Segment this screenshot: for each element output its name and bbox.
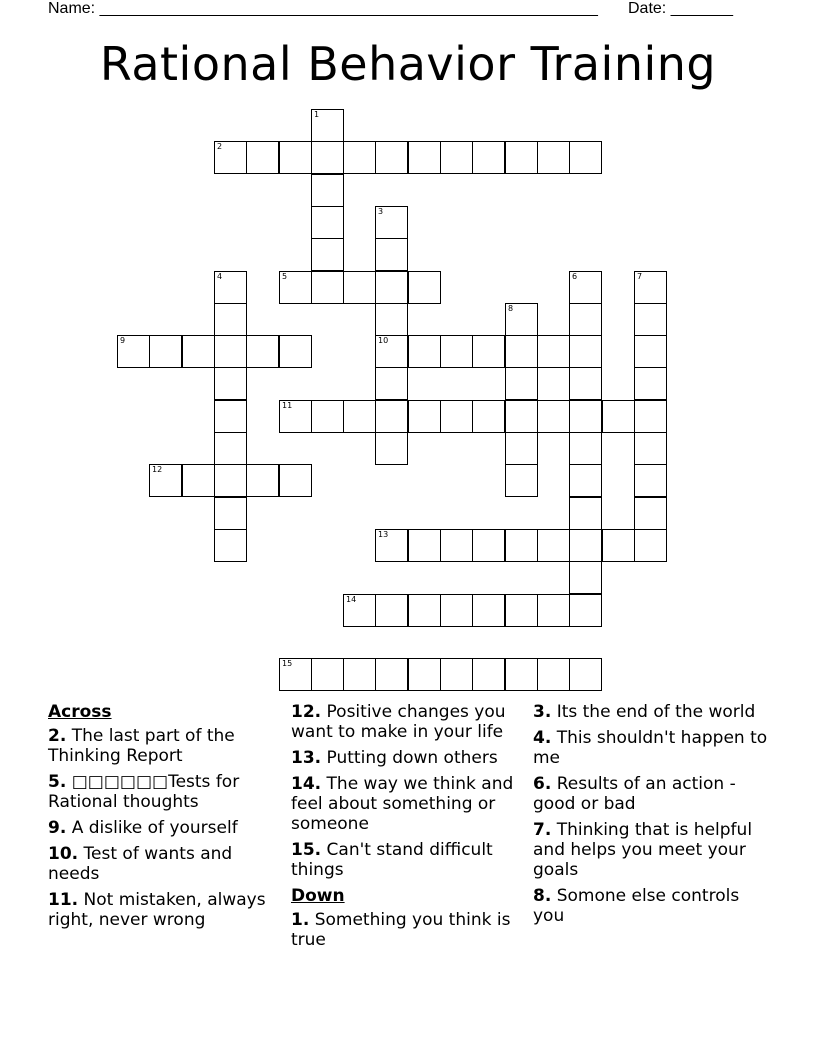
grid-cell[interactable] bbox=[375, 335, 408, 368]
grid-cell[interactable] bbox=[375, 141, 408, 174]
grid-cell[interactable] bbox=[440, 594, 473, 627]
grid-cell[interactable] bbox=[569, 658, 602, 691]
across-clue-11 bbox=[48, 890, 284, 930]
grid-cell[interactable] bbox=[182, 335, 215, 368]
grid-cell[interactable] bbox=[537, 400, 570, 433]
grid-cell[interactable] bbox=[311, 400, 344, 433]
grid-cell[interactable] bbox=[343, 141, 376, 174]
grid-cell[interactable] bbox=[569, 464, 602, 497]
grid-cell[interactable] bbox=[505, 367, 538, 400]
down-clue-7 bbox=[533, 820, 773, 880]
clue-text: Its the end of the world bbox=[556, 702, 756, 722]
clue-number: 6. bbox=[533, 774, 552, 794]
down-heading: Down bbox=[291, 886, 345, 906]
clue-text: □□□□□□Tests for Rational thoughts bbox=[48, 772, 240, 812]
grid-cell[interactable] bbox=[408, 529, 441, 562]
grid-cell[interactable] bbox=[634, 400, 667, 433]
grid-cell[interactable] bbox=[214, 529, 247, 562]
clue-text: The way we think and feel about something or someone bbox=[291, 774, 514, 834]
grid-cell[interactable] bbox=[214, 141, 247, 174]
grid-cell[interactable] bbox=[602, 529, 635, 562]
grid-cell[interactable] bbox=[472, 335, 505, 368]
clue-text: Test of wants and needs bbox=[48, 844, 233, 884]
down-clue-8 bbox=[533, 886, 773, 926]
grid-cell[interactable] bbox=[279, 335, 312, 368]
clue-number: 9. bbox=[48, 818, 67, 838]
grid-cell[interactable] bbox=[408, 658, 441, 691]
grid-cell[interactable] bbox=[634, 529, 667, 562]
grid-cell[interactable] bbox=[375, 271, 408, 304]
cell-number: 6 bbox=[572, 272, 578, 281]
clue-number: 11. bbox=[48, 890, 79, 910]
down-clue-1 bbox=[291, 910, 527, 950]
clue-number: 5. bbox=[48, 772, 67, 792]
grid-cell[interactable] bbox=[311, 109, 344, 142]
grid-cell[interactable] bbox=[634, 432, 667, 465]
grid-cell[interactable] bbox=[214, 271, 247, 304]
grid-cell[interactable] bbox=[505, 658, 538, 691]
across-clue-12 bbox=[291, 702, 527, 742]
grid-cell[interactable] bbox=[408, 594, 441, 627]
grid-cell[interactable] bbox=[569, 303, 602, 336]
grid-cell[interactable] bbox=[246, 141, 279, 174]
grid-cell[interactable] bbox=[149, 464, 182, 497]
clue-text: A dislike of yourself bbox=[71, 818, 238, 838]
clue-text: Something you think is true bbox=[291, 910, 511, 950]
clue-number: 3. bbox=[533, 702, 552, 722]
cell-number: 9 bbox=[120, 336, 126, 345]
grid-cell[interactable] bbox=[375, 303, 408, 336]
grid-cell[interactable] bbox=[343, 594, 376, 627]
cell-number: 3 bbox=[378, 207, 384, 216]
clue-column-3 bbox=[533, 702, 773, 932]
grid-cell[interactable] bbox=[311, 174, 344, 207]
grid-cell[interactable] bbox=[569, 400, 602, 433]
grid-cell[interactable] bbox=[117, 335, 150, 368]
across-clue-10 bbox=[48, 844, 284, 884]
grid-cell[interactable] bbox=[214, 303, 247, 336]
grid-cell[interactable] bbox=[214, 400, 247, 433]
clue-number: 10. bbox=[48, 844, 79, 864]
grid-cell[interactable] bbox=[311, 238, 344, 271]
cell-number: 14 bbox=[346, 595, 357, 604]
grid-cell[interactable] bbox=[537, 529, 570, 562]
grid-cell[interactable] bbox=[569, 141, 602, 174]
clue-text: Positive changes you want to make in your life bbox=[291, 702, 506, 742]
grid-cell[interactable] bbox=[634, 303, 667, 336]
grid-cell[interactable] bbox=[375, 594, 408, 627]
grid-cell[interactable] bbox=[279, 464, 312, 497]
grid-cell[interactable] bbox=[537, 141, 570, 174]
grid-cell[interactable] bbox=[505, 529, 538, 562]
grid-cell[interactable] bbox=[343, 271, 376, 304]
grid-cell[interactable] bbox=[569, 529, 602, 562]
grid-cell[interactable] bbox=[279, 271, 312, 304]
cell-number: 1 bbox=[314, 110, 320, 119]
name-field-label[interactable]: Name: ________________________________________________________ bbox=[48, 0, 598, 17]
grid-cell[interactable] bbox=[375, 367, 408, 400]
clue-text: Somone else controls you bbox=[533, 886, 740, 926]
grid-cell[interactable] bbox=[505, 303, 538, 336]
grid-cell[interactable] bbox=[472, 400, 505, 433]
down-clue-4 bbox=[533, 728, 773, 768]
grid-cell[interactable] bbox=[472, 141, 505, 174]
grid-cell[interactable] bbox=[311, 141, 344, 174]
cell-number: 8 bbox=[508, 304, 514, 313]
cell-number: 10 bbox=[378, 336, 389, 345]
grid-cell[interactable] bbox=[343, 658, 376, 691]
grid-cell[interactable] bbox=[569, 271, 602, 304]
grid-cell[interactable] bbox=[505, 464, 538, 497]
clue-number: 12. bbox=[291, 702, 322, 722]
clue-text: Putting down others bbox=[326, 748, 498, 768]
down-clue-3 bbox=[533, 702, 773, 722]
grid-cell[interactable] bbox=[246, 335, 279, 368]
grid-cell[interactable] bbox=[279, 141, 312, 174]
clue-text: Can't stand difficult things bbox=[291, 840, 493, 880]
grid-cell[interactable] bbox=[214, 367, 247, 400]
grid-cell[interactable] bbox=[634, 271, 667, 304]
date-field-label[interactable]: Date: _______ bbox=[628, 0, 733, 17]
grid-cell[interactable] bbox=[569, 497, 602, 530]
grid-cell[interactable] bbox=[505, 594, 538, 627]
grid-cell[interactable] bbox=[214, 464, 247, 497]
down-clue-6 bbox=[533, 774, 773, 814]
grid-cell[interactable] bbox=[214, 497, 247, 530]
clue-text: The last part of the Thinking Report bbox=[48, 726, 235, 766]
grid-cell[interactable] bbox=[472, 594, 505, 627]
grid-cell[interactable] bbox=[214, 335, 247, 368]
clue-number: 1. bbox=[291, 910, 310, 930]
cell-number: 4 bbox=[217, 272, 223, 281]
grid-cell[interactable] bbox=[440, 658, 473, 691]
clue-number: 4. bbox=[533, 728, 552, 748]
grid-cell[interactable] bbox=[505, 400, 538, 433]
grid-cell[interactable] bbox=[182, 464, 215, 497]
across-clue-5 bbox=[48, 772, 284, 812]
grid-cell[interactable] bbox=[472, 658, 505, 691]
grid-cell[interactable] bbox=[505, 432, 538, 465]
grid-cell[interactable] bbox=[569, 367, 602, 400]
grid-cell[interactable] bbox=[440, 400, 473, 433]
cell-number: 15 bbox=[282, 659, 293, 668]
cell-number: 12 bbox=[152, 465, 163, 474]
grid-cell[interactable] bbox=[569, 335, 602, 368]
clue-number: 7. bbox=[533, 820, 552, 840]
grid-cell[interactable] bbox=[343, 400, 376, 433]
across-clue-15 bbox=[291, 840, 527, 880]
grid-cell[interactable] bbox=[279, 400, 312, 433]
clue-text: Thinking that is helpful and helps you meet your goals bbox=[533, 820, 753, 880]
across-clue-13 bbox=[291, 748, 527, 768]
grid-cell[interactable] bbox=[408, 335, 441, 368]
grid-cell[interactable] bbox=[569, 432, 602, 465]
grid-cell[interactable] bbox=[375, 658, 408, 691]
cell-number: 13 bbox=[378, 530, 389, 539]
clue-number: 2. bbox=[48, 726, 67, 746]
across-clue-9 bbox=[48, 818, 284, 838]
grid-cell[interactable] bbox=[408, 400, 441, 433]
grid-cell[interactable] bbox=[279, 658, 312, 691]
cell-number: 2 bbox=[217, 142, 223, 151]
grid-cell[interactable] bbox=[505, 141, 538, 174]
page-title: Rational Behavior Training bbox=[99, 37, 717, 91]
grid-cell[interactable] bbox=[634, 464, 667, 497]
grid-cell[interactable] bbox=[634, 367, 667, 400]
clue-number: 15. bbox=[291, 840, 322, 860]
grid-cell[interactable] bbox=[246, 464, 279, 497]
clue-text: Not mistaken, always right, never wrong bbox=[48, 890, 266, 930]
cell-number: 7 bbox=[637, 272, 643, 281]
grid-cell[interactable] bbox=[634, 335, 667, 368]
grid-cell[interactable] bbox=[375, 400, 408, 433]
grid-cell[interactable] bbox=[375, 238, 408, 271]
grid-cell[interactable] bbox=[440, 529, 473, 562]
grid-cell[interactable] bbox=[537, 594, 570, 627]
clue-text: Results of an action - good or bad bbox=[533, 774, 736, 814]
grid-cell[interactable] bbox=[440, 335, 473, 368]
grid-cell[interactable] bbox=[505, 335, 538, 368]
grid-cell[interactable] bbox=[537, 335, 570, 368]
across-heading: Across bbox=[48, 702, 112, 722]
grid-cell[interactable] bbox=[311, 271, 344, 304]
clue-number: 13. bbox=[291, 748, 322, 768]
cell-number: 11 bbox=[282, 401, 293, 410]
grid-cell[interactable] bbox=[408, 141, 441, 174]
grid-cell[interactable] bbox=[440, 141, 473, 174]
grid-cell[interactable] bbox=[569, 594, 602, 627]
clue-number: 8. bbox=[533, 886, 552, 906]
grid-cell[interactable] bbox=[375, 206, 408, 239]
clue-text: This shouldn't happen to me bbox=[533, 728, 768, 768]
grid-cell[interactable] bbox=[214, 432, 247, 465]
grid-cell[interactable] bbox=[634, 497, 667, 530]
grid-cell[interactable] bbox=[537, 658, 570, 691]
grid-cell[interactable] bbox=[472, 529, 505, 562]
clue-column-1 bbox=[48, 702, 284, 936]
cell-number: 5 bbox=[282, 272, 288, 281]
across-clue-2 bbox=[48, 726, 284, 766]
across-clue-14 bbox=[291, 774, 527, 834]
grid-cell[interactable] bbox=[375, 432, 408, 465]
grid-cell[interactable] bbox=[375, 529, 408, 562]
grid-cell[interactable] bbox=[569, 561, 602, 594]
clue-number: 14. bbox=[291, 774, 322, 794]
grid-cell[interactable] bbox=[311, 658, 344, 691]
grid-cell[interactable] bbox=[311, 206, 344, 239]
grid-cell[interactable] bbox=[408, 271, 441, 304]
grid-cell[interactable] bbox=[602, 400, 635, 433]
clue-column-2 bbox=[291, 702, 527, 956]
grid-cell[interactable] bbox=[149, 335, 182, 368]
